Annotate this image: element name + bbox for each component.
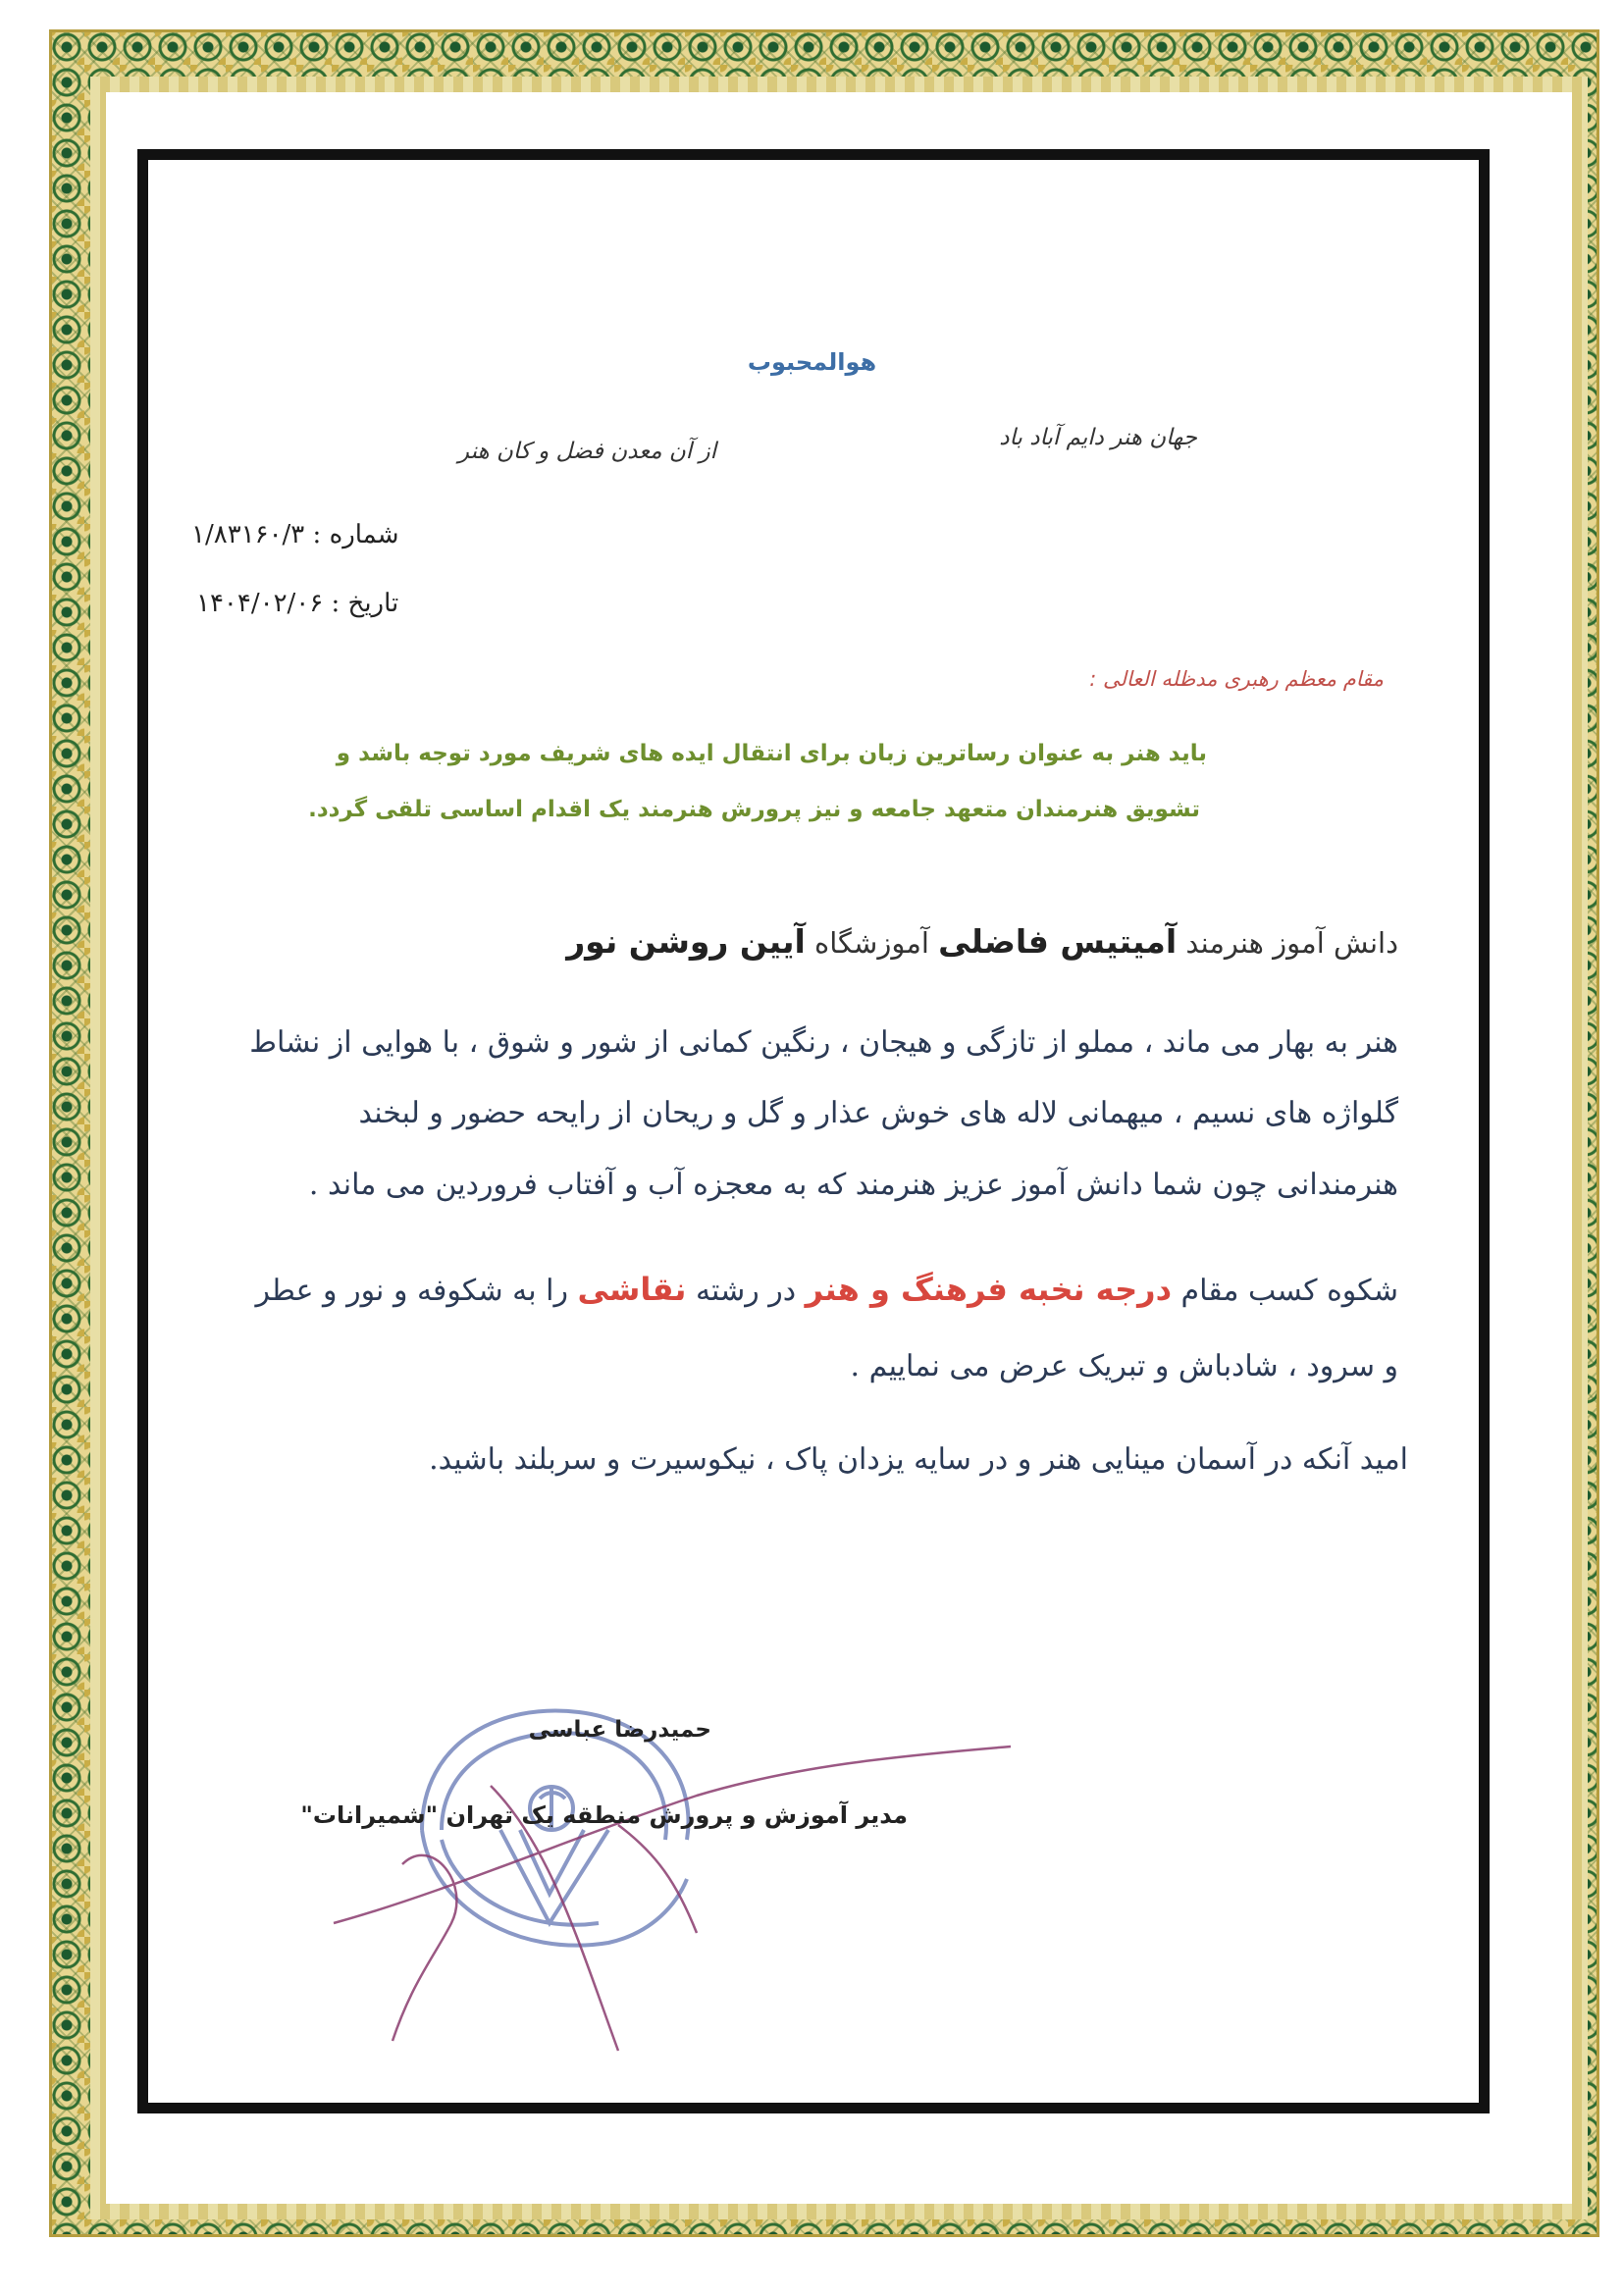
student-name: آمیتیس فاضلی — [938, 922, 1178, 961]
letter-date — [196, 589, 398, 618]
paragraph-1-line-2: گلواژه های نسیم ، میهمانی لاله های خوش عذار و گل و ریحان از رایحه حضور و لبخند — [358, 1096, 1398, 1130]
signer-title: مدیر آموزش و پرورش منطقه یک تهران "شمیرانات" — [300, 1801, 908, 1829]
number-value: ۱/۸۳۱۶۰/۳ — [191, 520, 305, 549]
school-label: آموزشگاه — [814, 926, 929, 960]
award-rank: درجه نخبه فرهنگ و هنر — [805, 1271, 1172, 1308]
quote-line-2: تشویق هنرمندان متعهد جامعه و نیز پرورش هنرمند یک اقدام اساسی تلقی گردد. — [308, 797, 1200, 822]
leader-title: مقام معظم رهبری مدظله العالی : — [1089, 667, 1384, 691]
paragraph-1-line-1: هنر به بهار می ماند ، مملو از تازگی و هیجان ، رنگین کمانی از شور و شوق ، با هوایی از نشاط — [249, 1025, 1398, 1060]
field-label: در رشته — [695, 1274, 797, 1308]
letter-number — [191, 520, 399, 549]
quote-line-1: باید هنر به عنوان رساترین زبان برای انتقال ایده های شریف مورد توجه باشد و — [336, 741, 1207, 766]
student-prefix: دانش آموز هنرمند — [1185, 926, 1398, 960]
para2-prefix: شکوه کسب مقام — [1180, 1274, 1398, 1308]
para2-suffix: را به شکوفه و نور و عطر — [255, 1274, 568, 1308]
paragraph-3: امید آنکه در آسمان مینایی هنر و در سایه یزدان پاک ، نیکوسیرت و سربلند باشید. — [429, 1442, 1408, 1477]
paragraph-1-line-3: هنرمندانی چون شما دانش آموز عزیز هنرمند که به معجزه آب و آفتاب فروردین می ماند . — [308, 1168, 1398, 1202]
field-name: نقاشی — [577, 1271, 687, 1308]
paragraph-2-line-1 — [255, 1271, 1398, 1308]
date-value: ۱۴۰۴/۰۲/۰۶ — [196, 589, 324, 618]
signer-name: حمیدرضا عباسی — [528, 1717, 711, 1743]
signature-icon — [324, 1727, 1030, 2060]
number-label: شماره : — [312, 520, 399, 549]
paragraph-2-line-2: و سرود ، شادباش و تبریک عرض می نماییم . — [850, 1349, 1398, 1383]
verse-left: از آن معدن فضل و کان هنر — [457, 439, 716, 464]
student-line — [566, 922, 1398, 961]
date-label: تاریخ : — [331, 589, 399, 618]
motto-heading: هوالمحبوب — [747, 348, 877, 376]
school-name: آیین روشن نور — [566, 922, 806, 961]
verse-right: جهان هنر دایم آباد باد — [999, 425, 1197, 450]
